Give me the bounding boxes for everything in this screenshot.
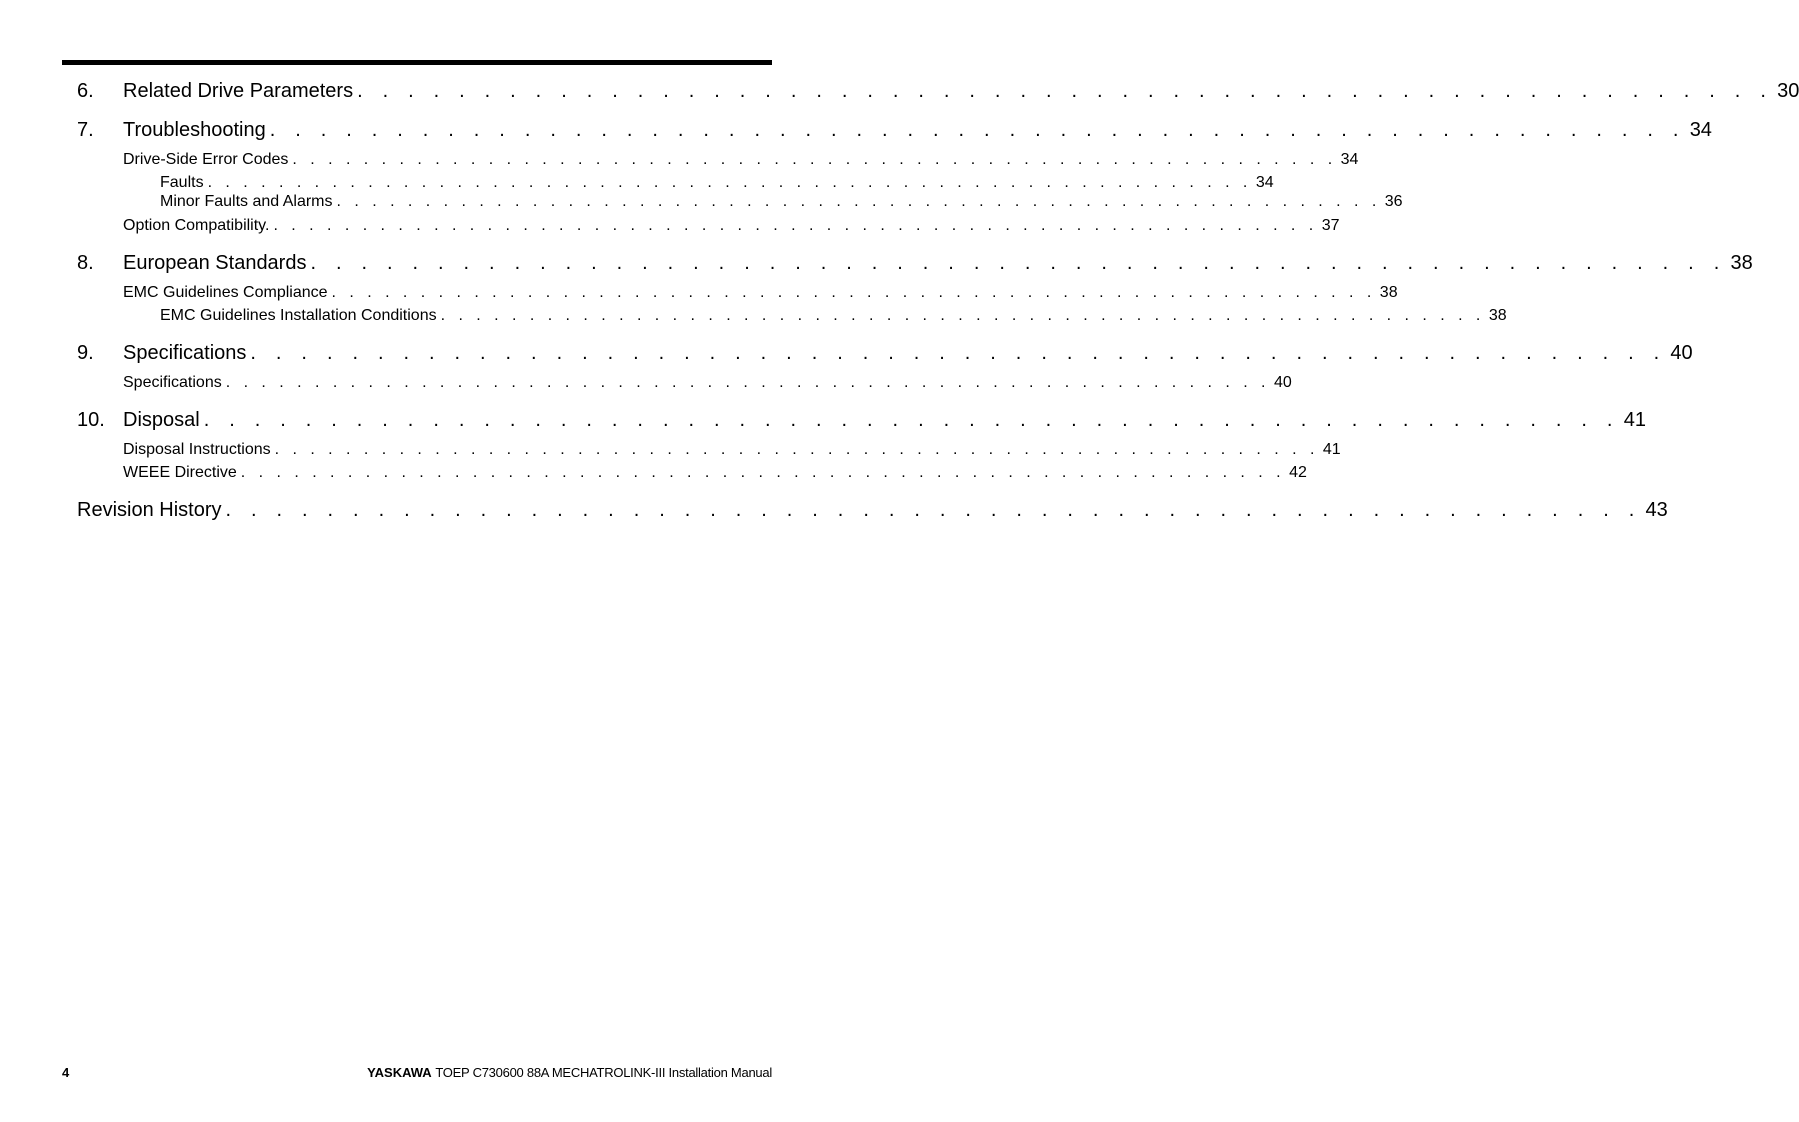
toc-entry-disposal-instructions[interactable] xyxy=(123,441,1341,459)
toc-page: 38 xyxy=(1730,252,1753,274)
toc-number: 7. xyxy=(77,119,94,141)
toc-page: 38 xyxy=(1379,284,1398,301)
toc-page: 40 xyxy=(1273,374,1292,391)
brand-name: YASKAWA xyxy=(367,1065,432,1080)
dot-leader: . . . . . . . . . . . . . . . . . . . . . . . . . . . . . . . . . . . . . . . . . . . . . . . . . . . . . . . . . . . xyxy=(292,151,1337,168)
toc-entry-related-drive-parameters[interactable] xyxy=(77,80,1799,103)
toc-entry-disposal[interactable] xyxy=(77,409,1646,432)
dot-leader: . . . . . . . . . . . . . . . . . . . . . . . . . . . . . . . . . . . . . . . . . . . . . . . . . . . . . . . . xyxy=(203,409,1620,431)
manual-title-line xyxy=(367,1065,772,1080)
toc-title: Troubleshooting xyxy=(123,119,266,141)
toc-page: 37 xyxy=(1321,217,1340,234)
toc-number: 8. xyxy=(77,252,94,274)
toc-page: 34 xyxy=(1689,119,1712,141)
toc-title: Disposal Instructions xyxy=(123,441,271,458)
toc-title: European Standards xyxy=(123,252,307,274)
toc-entry-emc-guidelines-compliance[interactable] xyxy=(123,284,1398,302)
toc-title: Drive-Side Error Codes xyxy=(123,151,289,168)
toc-title: WEEE Directive xyxy=(123,464,237,481)
toc-entry-european-standards[interactable] xyxy=(77,252,1753,275)
toc-title: Disposal xyxy=(123,409,200,431)
manual-title: TOEP C730600 88A MECHATROLINK-III Installation Manual xyxy=(435,1065,772,1080)
toc-page: 42 xyxy=(1289,464,1307,481)
toc-entry-specifications-sub[interactable] xyxy=(123,374,1292,392)
toc-number: 9. xyxy=(77,342,94,364)
toc-entry-emc-installation-conditions[interactable] xyxy=(160,307,1507,325)
toc-page: 30 xyxy=(1777,80,1799,102)
dot-leader: . . . . . . . . . . . . . . . . . . . . . . . . . . . . . . . . . . . . . . . . . . . . . . . . . . . . . . . . . . . xyxy=(207,174,1252,191)
toc-page: 41 xyxy=(1623,409,1646,431)
toc-entry-faults[interactable] xyxy=(160,174,1274,192)
toc-entry-troubleshooting[interactable] xyxy=(77,119,1712,142)
toc-title: Minor Faults and Alarms xyxy=(160,193,333,210)
toc-entry-minor-faults-and-alarms[interactable] xyxy=(160,193,1403,211)
toc-title: Revision History xyxy=(77,499,222,521)
toc-title: EMC Guidelines Compliance xyxy=(123,284,328,301)
toc-page: 41 xyxy=(1322,441,1341,458)
toc-page: 36 xyxy=(1384,193,1403,210)
dot-leader: . . . . . . . . . . . . . . . . . . . . . . . . . . . . . . . . . . . . . . . . . . . . . . . . . . . . . . . . xyxy=(250,342,1667,364)
toc-title: Specifications xyxy=(123,374,222,391)
toc-page: 34 xyxy=(1255,174,1274,191)
toc-entry-revision-history[interactable] xyxy=(77,499,1668,522)
dot-leader: . . . . . . . . . . . . . . . . . . . . . . . . . . . . . . . . . . . . . . . . . . . . . . . . . . . . . . . . . . . xyxy=(331,284,1376,301)
page-footer xyxy=(62,1065,772,1085)
page-number: 4 xyxy=(62,1065,70,1080)
toc-page: 38 xyxy=(1488,307,1507,324)
dot-leader: . . . . . . . . . . . . . . . . . . . . . . . . . . . . . . . . . . . . . . . . . . . . . . . . . . . . . . . . xyxy=(310,252,1727,274)
toc-page: 40 xyxy=(1670,342,1693,364)
toc-title: Option Compatibility. xyxy=(123,217,270,234)
dot-leader: . . . . . . . . . . . . . . . . . . . . . . . . . . . . . . . . . . . . . . . . . . . . . . . . . . . . . . . . . . . xyxy=(274,441,1319,458)
toc-entry-option-compatibility[interactable] xyxy=(123,217,1340,235)
dot-leader: . . . . . . . . . . . . . . . . . . . . . . . . . . . . . . . . . . . . . . . . . . . . . . . . . . . . . . . . . . . xyxy=(440,307,1485,324)
toc-number: 10. xyxy=(77,409,105,431)
dot-leader: . . . . . . . . . . . . . . . . . . . . . . . . . . . . . . . . . . . . . . . . . . . . . . . . . . . . . . . . . . . xyxy=(225,374,1270,391)
toc-title: EMC Guidelines Installation Conditions xyxy=(160,307,437,324)
toc-title: Faults xyxy=(160,174,204,191)
toc-number: 6. xyxy=(77,80,94,102)
dot-leader: . . . . . . . . . . . . . . . . . . . . . . . . . . . . . . . . . . . . . . . . . . . . . . . . . . . . . . . . xyxy=(269,119,1686,141)
dot-leader: . . . . . . . . . . . . . . . . . . . . . . . . . . . . . . . . . . . . . . . . . . . . . . . . . . . . . . . . . . . xyxy=(273,217,1318,234)
toc-entry-specifications[interactable] xyxy=(77,342,1693,365)
toc-page: 34 xyxy=(1340,151,1359,168)
toc-entry-drive-side-error-codes[interactable] xyxy=(123,151,1359,169)
top-rule xyxy=(62,60,772,65)
dot-leader: . . . . . . . . . . . . . . . . . . . . . . . . . . . . . . . . . . . . . . . . . . . . . . . . . . . . . . . . xyxy=(225,499,1642,521)
toc-page: 43 xyxy=(1645,499,1668,521)
dot-leader: . . . . . . . . . . . . . . . . . . . . . . . . . . . . . . . . . . . . . . . . . . . . . . . . . . . . . . . . xyxy=(357,80,1774,102)
dot-leader: . . . . . . . . . . . . . . . . . . . . . . . . . . . . . . . . . . . . . . . . . . . . . . . . . . . . . . . . . . . xyxy=(240,464,1286,481)
dot-leader: . . . . . . . . . . . . . . . . . . . . . . . . . . . . . . . . . . . . . . . . . . . . . . . . . . . . . . . . . . . xyxy=(336,193,1381,210)
toc-title: Specifications xyxy=(123,342,247,364)
toc-title: Related Drive Parameters xyxy=(123,80,354,102)
toc-entry-weee-directive[interactable] xyxy=(123,464,1307,482)
